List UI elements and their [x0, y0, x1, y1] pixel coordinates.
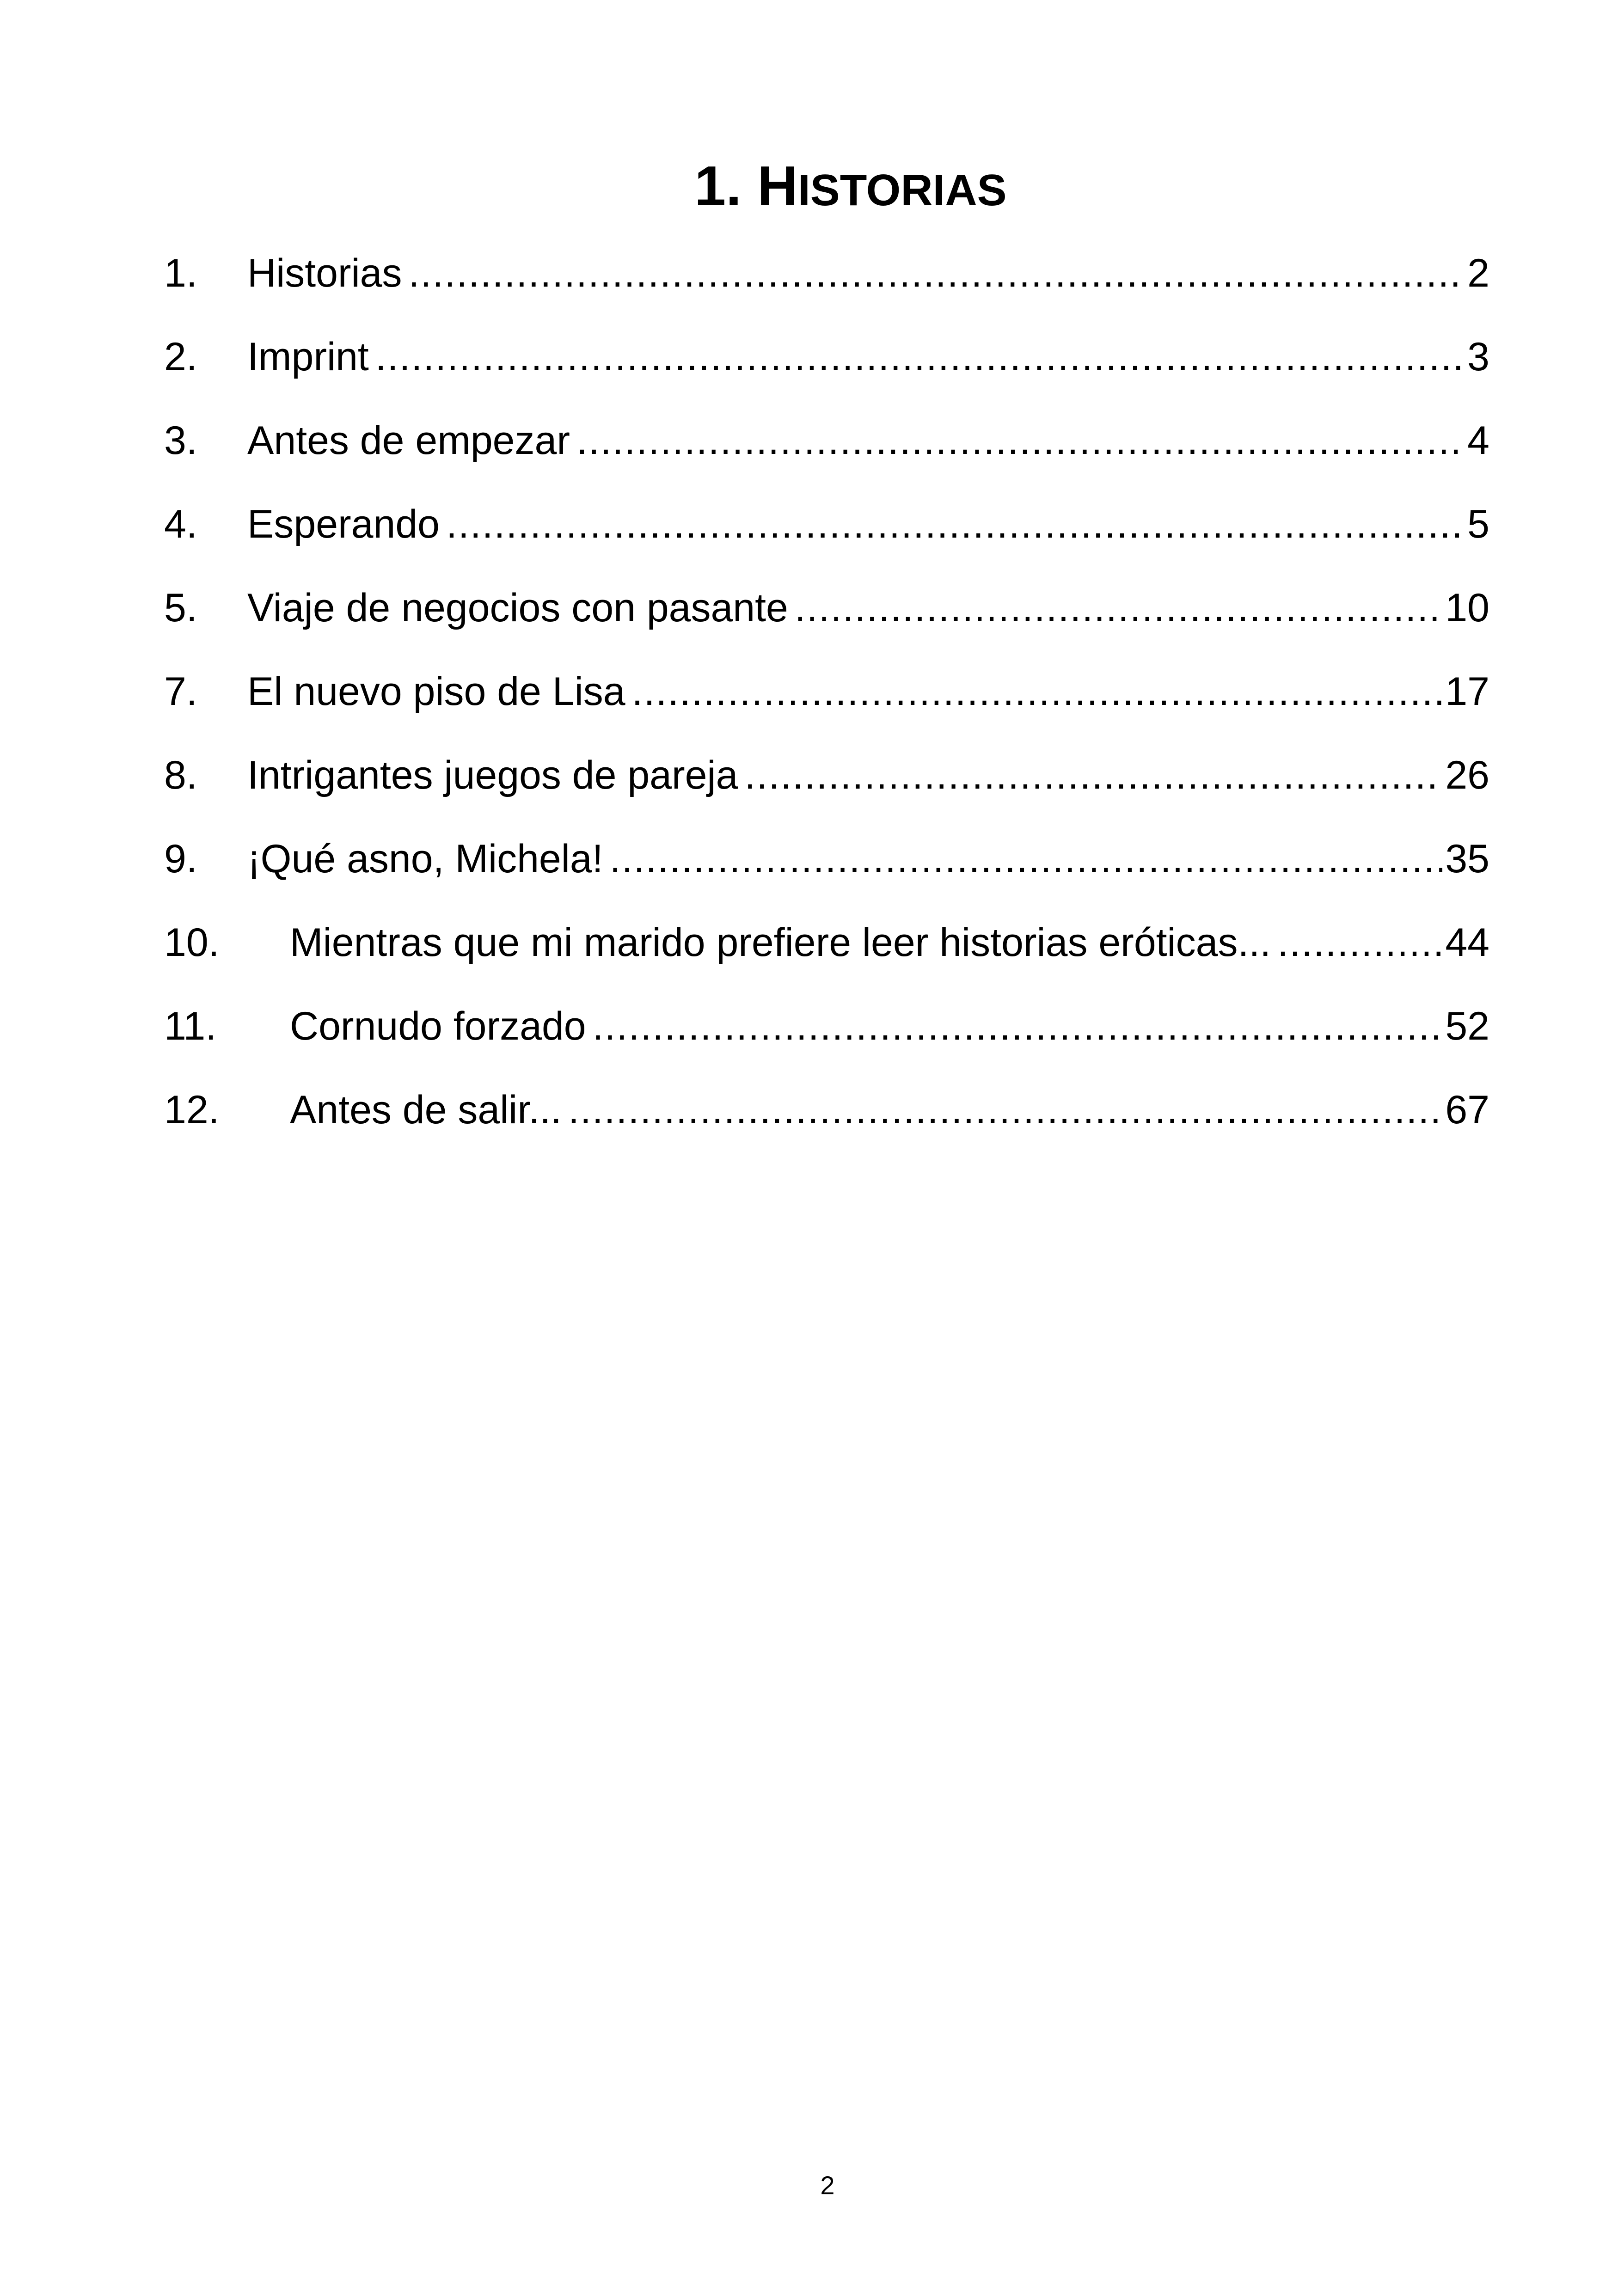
- toc-entry-page: 4: [1467, 418, 1489, 463]
- toc-entry-page: 5: [1467, 502, 1489, 546]
- toc-entry[interactable]: [164, 482, 1489, 566]
- toc-entry[interactable]: [164, 733, 1489, 817]
- toc-entry[interactable]: [164, 315, 1489, 398]
- toc-entry-number: 9.: [164, 836, 197, 881]
- toc-entry-page: 10: [1445, 585, 1489, 630]
- toc-entry[interactable]: [164, 900, 1489, 984]
- toc-dot-leader: [744, 752, 1442, 798]
- toc-entry-page: 44: [1445, 920, 1489, 965]
- toc-entry-page: 52: [1445, 1004, 1489, 1048]
- toc-entry-number: 8.: [164, 753, 197, 797]
- toc-dot-leader: [409, 250, 1465, 296]
- toc-entry-title: El nuevo piso de Lisa: [247, 669, 625, 714]
- toc-dot-leader: [375, 334, 1465, 380]
- toc-entry-title: Intrigantes juegos de pareja: [247, 753, 738, 797]
- toc-entry[interactable]: [164, 566, 1489, 649]
- table-of-contents: [164, 231, 1489, 1151]
- toc-dot-leader: [795, 585, 1442, 631]
- heading-number: 1.: [694, 154, 742, 217]
- toc-dot-leader: [610, 836, 1443, 882]
- toc-entry[interactable]: [164, 1068, 1489, 1151]
- toc-dot-leader: [568, 1087, 1442, 1133]
- toc-entry-title: Imprint: [247, 334, 369, 379]
- toc-entry-number: 3.: [164, 418, 197, 463]
- toc-entry-page: 67: [1445, 1087, 1489, 1132]
- toc-entry-number: 4.: [164, 502, 197, 546]
- heading-small-caps: ISTORIAS: [798, 165, 1007, 215]
- toc-entry-title: Mientras que mi marido prefiere leer historias eróticas...: [290, 920, 1271, 965]
- toc-entry[interactable]: [164, 398, 1489, 482]
- toc-dot-leader: [446, 501, 1465, 547]
- toc-entry-title: Viaje de negocios con pasante: [247, 585, 788, 630]
- toc-entry-title: ¡Qué asno, Michela!: [247, 836, 603, 881]
- toc-entry-title: Esperando: [247, 502, 440, 546]
- toc-dot-leader: [593, 1003, 1443, 1049]
- toc-entry-number: 2.: [164, 334, 197, 379]
- toc-dot-leader: [576, 417, 1465, 464]
- page-title: [0, 153, 1618, 223]
- toc-dot-leader: [1277, 919, 1442, 966]
- toc-entry[interactable]: [164, 231, 1489, 315]
- toc-entry-number: 10.: [164, 920, 220, 965]
- toc-entry-number: 1.: [164, 251, 197, 295]
- toc-entry[interactable]: [164, 984, 1489, 1068]
- toc-entry-title: Historias: [247, 251, 402, 295]
- toc-entry-number: 5.: [164, 585, 197, 630]
- toc-entry-number: 11.: [164, 1004, 217, 1048]
- toc-dot-leader: [632, 668, 1443, 715]
- toc-entry-title: Cornudo forzado: [290, 1004, 586, 1048]
- page-number: 2: [820, 2171, 835, 2200]
- toc-entry-page: 3: [1467, 334, 1489, 379]
- toc-entry[interactable]: [164, 817, 1489, 900]
- toc-entry-number: 12.: [164, 1087, 220, 1132]
- toc-entry-title: Antes de empezar: [247, 418, 570, 463]
- toc-entry-page: 26: [1445, 753, 1489, 797]
- toc-entry-page: 2: [1467, 251, 1489, 295]
- toc-entry[interactable]: [164, 649, 1489, 733]
- toc-entry-title: Antes de salir...: [290, 1087, 562, 1132]
- toc-entry-page: 35: [1445, 836, 1489, 881]
- heading-first-letter: H: [757, 154, 798, 217]
- toc-entry-number: 7.: [164, 669, 197, 714]
- toc-entry-page: 17: [1445, 669, 1489, 714]
